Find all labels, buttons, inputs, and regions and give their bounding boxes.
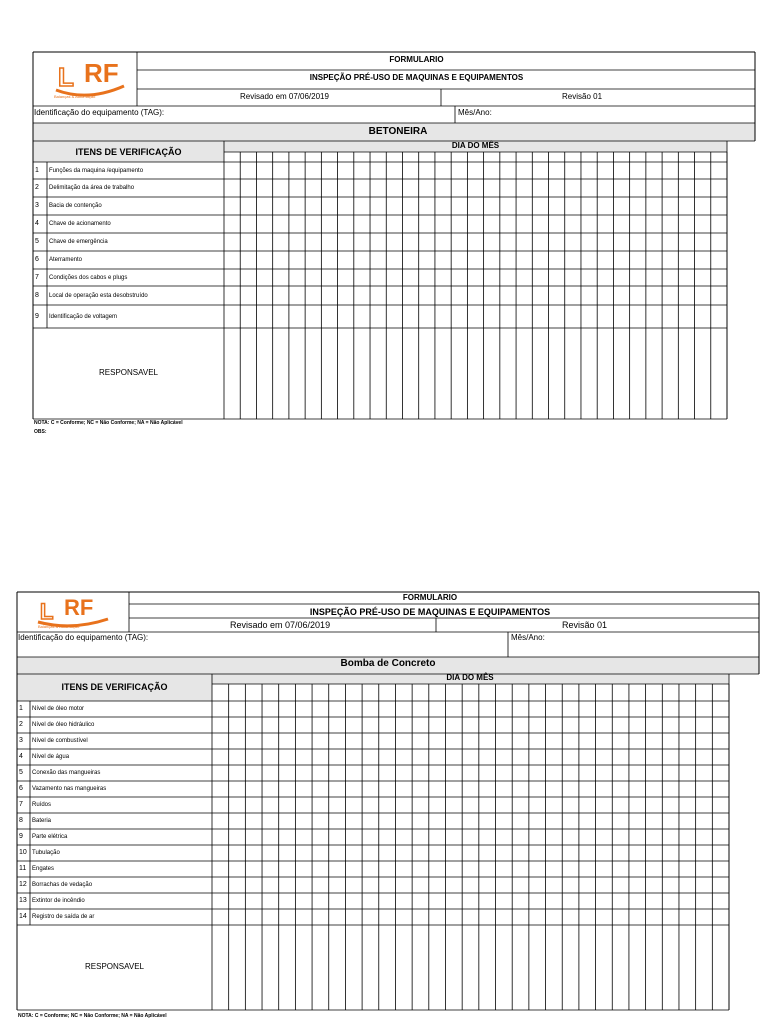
item-number: 3 — [19, 737, 23, 744]
month-year-label: Mês/Ano: — [511, 633, 545, 642]
item-label: Delimitação da área de trabalho — [49, 185, 135, 191]
equipment-name: BETONEIRA — [368, 126, 428, 137]
item-label: Ruídos — [32, 802, 52, 808]
item-label: Chave de emergência — [49, 239, 108, 245]
item-number: 7 — [35, 273, 39, 281]
item-number: 2 — [35, 184, 39, 191]
item-number: 8 — [19, 817, 23, 824]
item-label: Tubulação — [32, 850, 60, 856]
item-number: 4 — [19, 753, 23, 760]
logo-tagline: Balanças & Automação — [54, 94, 96, 99]
item-label: Conexão das mangueiras — [32, 770, 101, 776]
item-number: 13 — [19, 897, 27, 904]
obs-label: OBS: — [34, 429, 47, 435]
item-label: Chave de acionamento — [49, 221, 111, 227]
form-subtitle: INSPEÇÃO PRÉ-USO DE MAQUINAS E EQUIPAMENTOS — [309, 607, 551, 617]
item-label: Nível de combustível — [32, 738, 88, 744]
form-title: FORMULARIO — [402, 593, 458, 602]
item-number: 5 — [19, 769, 23, 776]
item-label: Parte elétrica — [32, 834, 68, 840]
logo-tagline: Balanças & Automação — [38, 624, 80, 629]
item-number: 4 — [35, 220, 39, 227]
item-number: 11 — [19, 865, 27, 872]
items-header: ITENS DE VERIFICAÇÃO — [61, 682, 168, 692]
item-label: Extintor de incêndio — [32, 898, 85, 904]
logo-initials: RF — [64, 595, 94, 620]
legend-note: NOTA: C = Conforme; NC = Não Conforme; NA = Não Aplicável — [18, 1013, 167, 1019]
item-number: 7 — [19, 801, 23, 808]
item-label: Nível de óleo hidráulico — [32, 722, 95, 728]
item-number: 5 — [35, 238, 39, 245]
revised-date: Revisado em 07/06/2019 — [240, 92, 329, 101]
days-header: DIA DO MÊS — [451, 141, 500, 150]
item-label: Bacia de contenção — [49, 203, 102, 209]
item-number: 6 — [35, 256, 39, 263]
items-header: ITENS DE VERIFICAÇÃO — [75, 147, 182, 157]
item-label: Nível de óleo motor — [32, 706, 85, 712]
form-title: FORMULARIO — [389, 55, 444, 64]
month-year-label: Mês/Ano: — [458, 108, 492, 117]
item-number: 8 — [35, 291, 39, 299]
item-number: 1 — [35, 166, 39, 174]
revised-date: Revisado em 07/06/2019 — [230, 620, 331, 630]
item-label: Condições dos cabos e plugs — [49, 274, 128, 281]
item-label: Nível de água — [32, 754, 70, 760]
days-header: DIA DO MÊS — [446, 673, 494, 682]
form-subtitle: INSPEÇÃO PRÉ-USO DE MAQUINAS E EQUIPAMENTOS — [309, 73, 524, 82]
item-number: 14 — [19, 913, 27, 920]
logo-initials: RF — [84, 58, 119, 88]
item-label: Local de operação esta desobstruído — [49, 292, 148, 299]
equipment-name: Bomba de Concreto — [340, 658, 436, 669]
item-number: 2 — [19, 721, 23, 728]
item-label: Registro de saída de ar — [32, 914, 95, 920]
item-label: Vazamento nas mangueiras — [32, 786, 107, 792]
item-number: 6 — [19, 785, 23, 792]
equipment-tag-label: Identificação do equipamento (TAG): — [18, 633, 149, 642]
responsible-label: RESPONSAVEL — [85, 962, 144, 971]
item-label: Identificação de voltagem — [49, 313, 118, 320]
equipment-tag-label: Identificação do equipamento (TAG): — [34, 108, 165, 117]
responsible-label: RESPONSAVEL — [99, 368, 158, 377]
item-number: 1 — [19, 705, 23, 712]
item-label: Funções da maquina /equipamento — [49, 167, 144, 174]
svg-text:L: L — [40, 599, 54, 624]
legend-note: NOTA: C = Conforme; NC = Não Conforme; NA = Não Aplicável — [34, 420, 183, 426]
item-number: 10 — [19, 849, 27, 856]
item-number: 12 — [19, 881, 27, 888]
item-label: Aterramento — [49, 257, 83, 263]
item-number: 3 — [35, 202, 39, 209]
company-logo — [28, 595, 116, 631]
item-number: 9 — [19, 833, 23, 840]
item-label: Engates — [32, 866, 55, 872]
item-number: 9 — [35, 312, 39, 320]
item-label: Bateria — [32, 818, 52, 824]
revision-number: Revisão 01 — [562, 92, 603, 101]
svg-text:L: L — [58, 62, 74, 92]
item-label: Borrachas de vedação — [32, 882, 93, 888]
revision-number: Revisão 01 — [562, 620, 608, 630]
